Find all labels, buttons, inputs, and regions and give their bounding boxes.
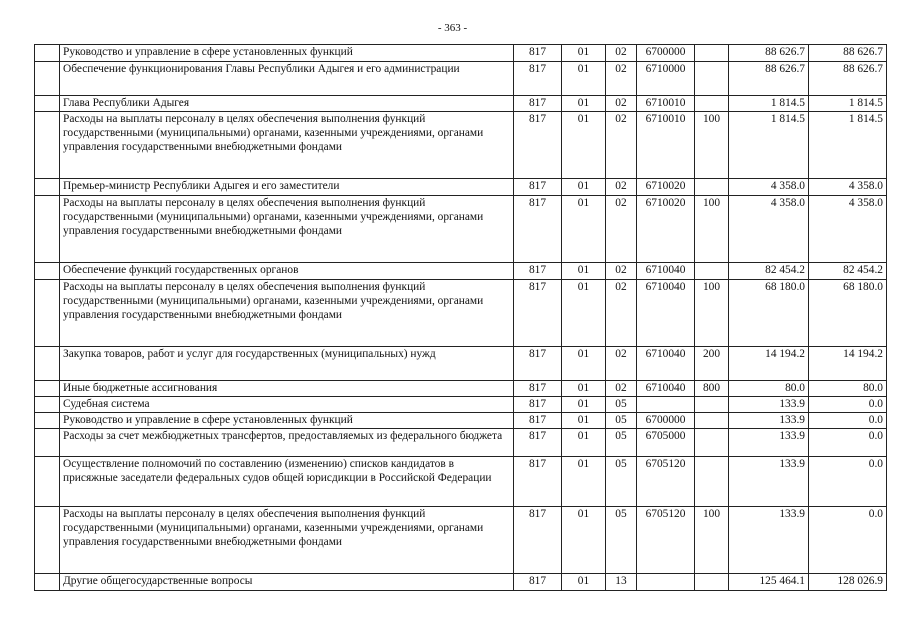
code-csr: 6710020	[637, 179, 695, 196]
row-name: Глава Республики Адыгея	[60, 96, 514, 112]
code-rz: 01	[562, 574, 606, 591]
table-row	[35, 112, 887, 179]
code-ved: 817	[514, 413, 562, 429]
amount-year-1: 1 814.5	[729, 96, 809, 112]
code-ved: 817	[514, 62, 562, 96]
table-row	[35, 413, 887, 429]
amount-year-2: 1 814.5	[809, 112, 887, 179]
code-pr: 05	[606, 429, 637, 457]
amount-year-1: 4 358.0	[729, 179, 809, 196]
row-name: Обеспечение функций государственных органов	[60, 263, 514, 280]
table-row	[35, 507, 887, 574]
code-vr: 200	[695, 347, 729, 381]
row-margin-cell	[35, 347, 60, 381]
table-row	[35, 45, 887, 62]
row-margin-cell	[35, 112, 60, 179]
amount-year-2: 0.0	[809, 457, 887, 507]
code-pr: 02	[606, 96, 637, 112]
amount-year-2: 88 626.7	[809, 62, 887, 96]
code-vr	[695, 62, 729, 96]
code-vr	[695, 45, 729, 62]
code-csr: 6700000	[637, 413, 695, 429]
row-margin-cell	[35, 263, 60, 280]
code-ved: 817	[514, 280, 562, 347]
code-csr: 6710010	[637, 112, 695, 179]
row-margin-cell	[35, 457, 60, 507]
code-csr: 6710010	[637, 96, 695, 112]
table-row	[35, 381, 887, 397]
amount-year-1: 133.9	[729, 457, 809, 507]
amount-year-1: 68 180.0	[729, 280, 809, 347]
row-name: Обеспечение функционирования Главы Республики Адыгея и его администрации	[60, 62, 514, 96]
code-rz: 01	[562, 457, 606, 507]
table-row	[35, 196, 887, 263]
table-row	[35, 280, 887, 347]
amount-year-1: 88 626.7	[729, 45, 809, 62]
table-row	[35, 397, 887, 413]
row-name: Осуществление полномочий по составлению (изменению) списков кандидатов в присяжные заседатели федеральных судов общей юрисдикции в Российской Федерации	[60, 457, 514, 507]
code-csr: 6710000	[637, 62, 695, 96]
code-vr	[695, 179, 729, 196]
code-pr: 13	[606, 574, 637, 591]
amount-year-1: 133.9	[729, 397, 809, 413]
code-ved: 817	[514, 179, 562, 196]
code-rz: 01	[562, 45, 606, 62]
amount-year-2: 0.0	[809, 429, 887, 457]
code-rz: 01	[562, 62, 606, 96]
code-ved: 817	[514, 112, 562, 179]
row-margin-cell	[35, 507, 60, 574]
amount-year-2: 0.0	[809, 413, 887, 429]
row-name: Расходы на выплаты персоналу в целях обеспечения выполнения функций государственными (муниципальными) органами, казенными учреждениями, органами управления государственными внебюджетными фондами	[60, 507, 514, 574]
code-pr: 05	[606, 457, 637, 507]
code-csr: 6705120	[637, 507, 695, 574]
row-name: Руководство и управление в сфере установленных функций	[60, 45, 514, 62]
amount-year-2: 128 026.9	[809, 574, 887, 591]
code-vr	[695, 96, 729, 112]
code-ved: 817	[514, 263, 562, 280]
row-name: Другие общегосударственные вопросы	[60, 574, 514, 591]
code-ved: 817	[514, 96, 562, 112]
code-pr: 02	[606, 347, 637, 381]
code-pr: 02	[606, 381, 637, 397]
code-csr: 6710040	[637, 347, 695, 381]
code-csr: 6700000	[637, 45, 695, 62]
table-row	[35, 574, 887, 591]
amount-year-1: 1 814.5	[729, 112, 809, 179]
amount-year-2: 0.0	[809, 507, 887, 574]
amount-year-2: 80.0	[809, 381, 887, 397]
row-margin-cell	[35, 62, 60, 96]
code-vr: 100	[695, 507, 729, 574]
code-vr: 100	[695, 196, 729, 263]
row-name: Иные бюджетные ассигнования	[60, 381, 514, 397]
amount-year-2: 14 194.2	[809, 347, 887, 381]
code-csr: 6705000	[637, 429, 695, 457]
code-ved: 817	[514, 429, 562, 457]
code-rz: 01	[562, 280, 606, 347]
row-name: Судебная система	[60, 397, 514, 413]
code-ved: 817	[514, 397, 562, 413]
table-body	[35, 45, 887, 591]
code-rz: 01	[562, 397, 606, 413]
amount-year-2: 1 814.5	[809, 96, 887, 112]
code-pr: 02	[606, 263, 637, 280]
amount-year-1: 4 358.0	[729, 196, 809, 263]
row-name: Расходы на выплаты персоналу в целях обеспечения выполнения функций государственными (муниципальными) органами, казенными учреждениями, органами управления государственными внебюджетными фондами	[60, 196, 514, 263]
row-name: Закупка товаров, работ и услуг для государственных (муниципальных) нужд	[60, 347, 514, 381]
code-pr: 02	[606, 45, 637, 62]
code-vr: 100	[695, 112, 729, 179]
code-csr: 6705120	[637, 457, 695, 507]
code-vr: 800	[695, 381, 729, 397]
code-pr: 02	[606, 196, 637, 263]
code-csr: 6710020	[637, 196, 695, 263]
code-vr: 100	[695, 280, 729, 347]
code-vr	[695, 457, 729, 507]
code-rz: 01	[562, 263, 606, 280]
code-csr: 6710040	[637, 263, 695, 280]
row-name: Премьер-министр Республики Адыгея и его заместители	[60, 179, 514, 196]
budget-table	[34, 44, 887, 591]
code-pr: 05	[606, 397, 637, 413]
code-pr: 05	[606, 413, 637, 429]
row-margin-cell	[35, 397, 60, 413]
code-pr: 02	[606, 112, 637, 179]
code-vr	[695, 263, 729, 280]
code-ved: 817	[514, 381, 562, 397]
amount-year-1: 14 194.2	[729, 347, 809, 381]
row-margin-cell	[35, 381, 60, 397]
amount-year-1: 133.9	[729, 429, 809, 457]
table-row	[35, 429, 887, 457]
amount-year-1: 133.9	[729, 413, 809, 429]
amount-year-1: 133.9	[729, 507, 809, 574]
code-rz: 01	[562, 196, 606, 263]
code-rz: 01	[562, 179, 606, 196]
code-pr: 02	[606, 62, 637, 96]
code-ved: 817	[514, 507, 562, 574]
amount-year-1: 80.0	[729, 381, 809, 397]
code-vr	[695, 429, 729, 457]
page-number: - 363 -	[437, 22, 468, 34]
code-vr	[695, 397, 729, 413]
code-rz: 01	[562, 413, 606, 429]
code-rz: 01	[562, 347, 606, 381]
row-margin-cell	[35, 280, 60, 347]
row-name: Расходы за счет межбюджетных трансфертов, предоставляемых из федерального бюджета	[60, 429, 514, 457]
code-ved: 817	[514, 347, 562, 381]
code-csr: 6710040	[637, 280, 695, 347]
amount-year-1: 88 626.7	[729, 62, 809, 96]
amount-year-1: 125 464.1	[729, 574, 809, 591]
table-row	[35, 62, 887, 96]
table-row	[35, 457, 887, 507]
code-ved: 817	[514, 45, 562, 62]
table-row	[35, 347, 887, 381]
row-name: Руководство и управление в сфере установленных функций	[60, 413, 514, 429]
code-rz: 01	[562, 381, 606, 397]
amount-year-1: 82 454.2	[729, 263, 809, 280]
code-pr: 05	[606, 507, 637, 574]
code-rz: 01	[562, 96, 606, 112]
row-name: Расходы на выплаты персоналу в целях обеспечения выполнения функций государственными (муниципальными) органами, казенными учреждениями, органами управления государственными внебюджетными фондами	[60, 280, 514, 347]
row-margin-cell	[35, 574, 60, 591]
row-margin-cell	[35, 429, 60, 457]
code-csr: 6710040	[637, 381, 695, 397]
code-ved: 817	[514, 574, 562, 591]
amount-year-2: 4 358.0	[809, 196, 887, 263]
row-name: Расходы на выплаты персоналу в целях обеспечения выполнения функций государственными (муниципальными) органами, казенными учреждениями, органами управления государственными внебюджетными фондами	[60, 112, 514, 179]
row-margin-cell	[35, 179, 60, 196]
code-ved: 817	[514, 457, 562, 507]
code-vr	[695, 574, 729, 591]
amount-year-2: 68 180.0	[809, 280, 887, 347]
amount-year-2: 0.0	[809, 397, 887, 413]
table-row	[35, 263, 887, 280]
amount-year-2: 88 626.7	[809, 45, 887, 62]
code-pr: 02	[606, 179, 637, 196]
code-vr	[695, 413, 729, 429]
row-margin-cell	[35, 196, 60, 263]
code-ved: 817	[514, 196, 562, 263]
table-row	[35, 96, 887, 112]
code-rz: 01	[562, 507, 606, 574]
code-pr: 02	[606, 280, 637, 347]
row-margin-cell	[35, 96, 60, 112]
row-margin-cell	[35, 45, 60, 62]
code-rz: 01	[562, 429, 606, 457]
code-rz: 01	[562, 112, 606, 179]
amount-year-2: 82 454.2	[809, 263, 887, 280]
amount-year-2: 4 358.0	[809, 179, 887, 196]
table-row	[35, 179, 887, 196]
code-csr	[637, 574, 695, 591]
row-margin-cell	[35, 413, 60, 429]
code-csr	[637, 397, 695, 413]
